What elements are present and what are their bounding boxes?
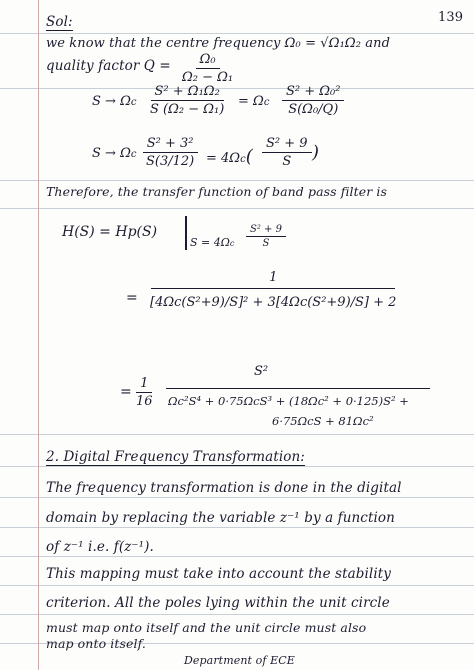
eq2-rhs: = 4Ωc(: [206, 146, 253, 167]
quality-factor-label: quality factor Q =: [46, 58, 171, 74]
eq2-paren-numerator: S² + 9: [262, 136, 312, 153]
paragraph-2-line-2: criterion. All the poles lying within the unit circle: [46, 595, 390, 611]
paragraph-1-line-3: of z⁻¹ i.e. f(z⁻¹).: [46, 539, 154, 555]
eq1-2-denominator: S(Ω₀/Q): [288, 102, 339, 117]
eq2-numerator: S² + 3²: [143, 136, 198, 153]
eq1-denominator: S (Ω₂ − Ω₁): [150, 102, 225, 117]
paragraph-2-line-1: This mapping must take into account the stability: [46, 566, 391, 582]
eq1-numerator: S² + Ω₁Ω₂: [151, 84, 224, 101]
eq3-equals: =: [126, 290, 138, 306]
paragraph-1-line-2: domain by replacing the variable z⁻¹ by a function: [46, 510, 395, 526]
eq4-coef-numerator: 1: [136, 376, 152, 393]
eq1-2-numerator: S² + Ω₀²: [282, 84, 344, 101]
eq2-paren-fraction: [262, 136, 312, 169]
eq4-coefficient: [132, 376, 157, 409]
quality-factor-fraction: [178, 52, 237, 85]
eq2-close-paren: ): [312, 142, 320, 163]
footer-department: Department of ECE: [184, 654, 295, 667]
section-heading-text: 2. Digital Frequency Transformation:: [46, 449, 305, 465]
eq4-coef-denominator: 16: [136, 394, 153, 409]
qf-numerator: Ω₀: [196, 52, 220, 69]
eq2-paren-denominator: S: [282, 154, 292, 169]
eq4-denominator-line2: 6·75ΩcS + 81Ωc²: [272, 414, 374, 428]
eq2-lhs: S → Ωc: [92, 146, 137, 161]
section-heading: [46, 449, 305, 465]
eq3-fraction: [146, 270, 400, 310]
hs-sub-numerator: S² + 9: [246, 224, 286, 237]
eq3-numerator: 1: [151, 270, 395, 289]
hs-sub-denominator: S: [262, 238, 270, 249]
eq1-fraction: [146, 84, 228, 117]
eq4-denominator-line1: Ωc²S⁴ + 0·75ΩcS³ + (18Ωc² + 0·125)S² +: [168, 394, 409, 408]
eq1-middle: = Ωc: [238, 94, 270, 109]
therefore-line: Therefore, the transfer function of band pass filter is: [46, 184, 388, 199]
eq4-equals: =: [120, 384, 132, 400]
paragraph-1-line-1: The frequency transformation is done in the digital: [46, 480, 402, 496]
eq3-denominator: [4Ωc(S²+9)/S]² + 3[4Ωc(S²+9)/S] + 2: [150, 295, 397, 310]
hs-substitution-label: S = 4Ωc: [190, 236, 235, 249]
centre-frequency-line: we know that the centre frequency Ω₀ = √Ω₁Ω₂ and: [46, 36, 391, 51]
page-number: 139: [438, 10, 464, 25]
solution-label: Sol:: [46, 14, 73, 30]
eq2-fraction: [142, 136, 198, 169]
paragraph-2-line-3: must map onto itself and the unit circle must also: [46, 620, 367, 635]
evaluation-bar: [185, 216, 187, 250]
paragraph-2-line-4: map onto itself.: [46, 636, 146, 651]
hs-substitution-fraction: [246, 224, 286, 249]
qf-denominator: Ω₂ − Ω₁: [182, 70, 234, 85]
eq4-numerator: S²: [254, 364, 269, 379]
eq1-fraction-2: [282, 84, 344, 117]
hs-lhs: H(S) = Hp(S): [62, 224, 158, 240]
eq2-denominator: S(3/12): [146, 154, 195, 169]
eq4-fraction-bar: [166, 388, 430, 389]
eq1-lhs: S → Ωc: [92, 94, 137, 109]
